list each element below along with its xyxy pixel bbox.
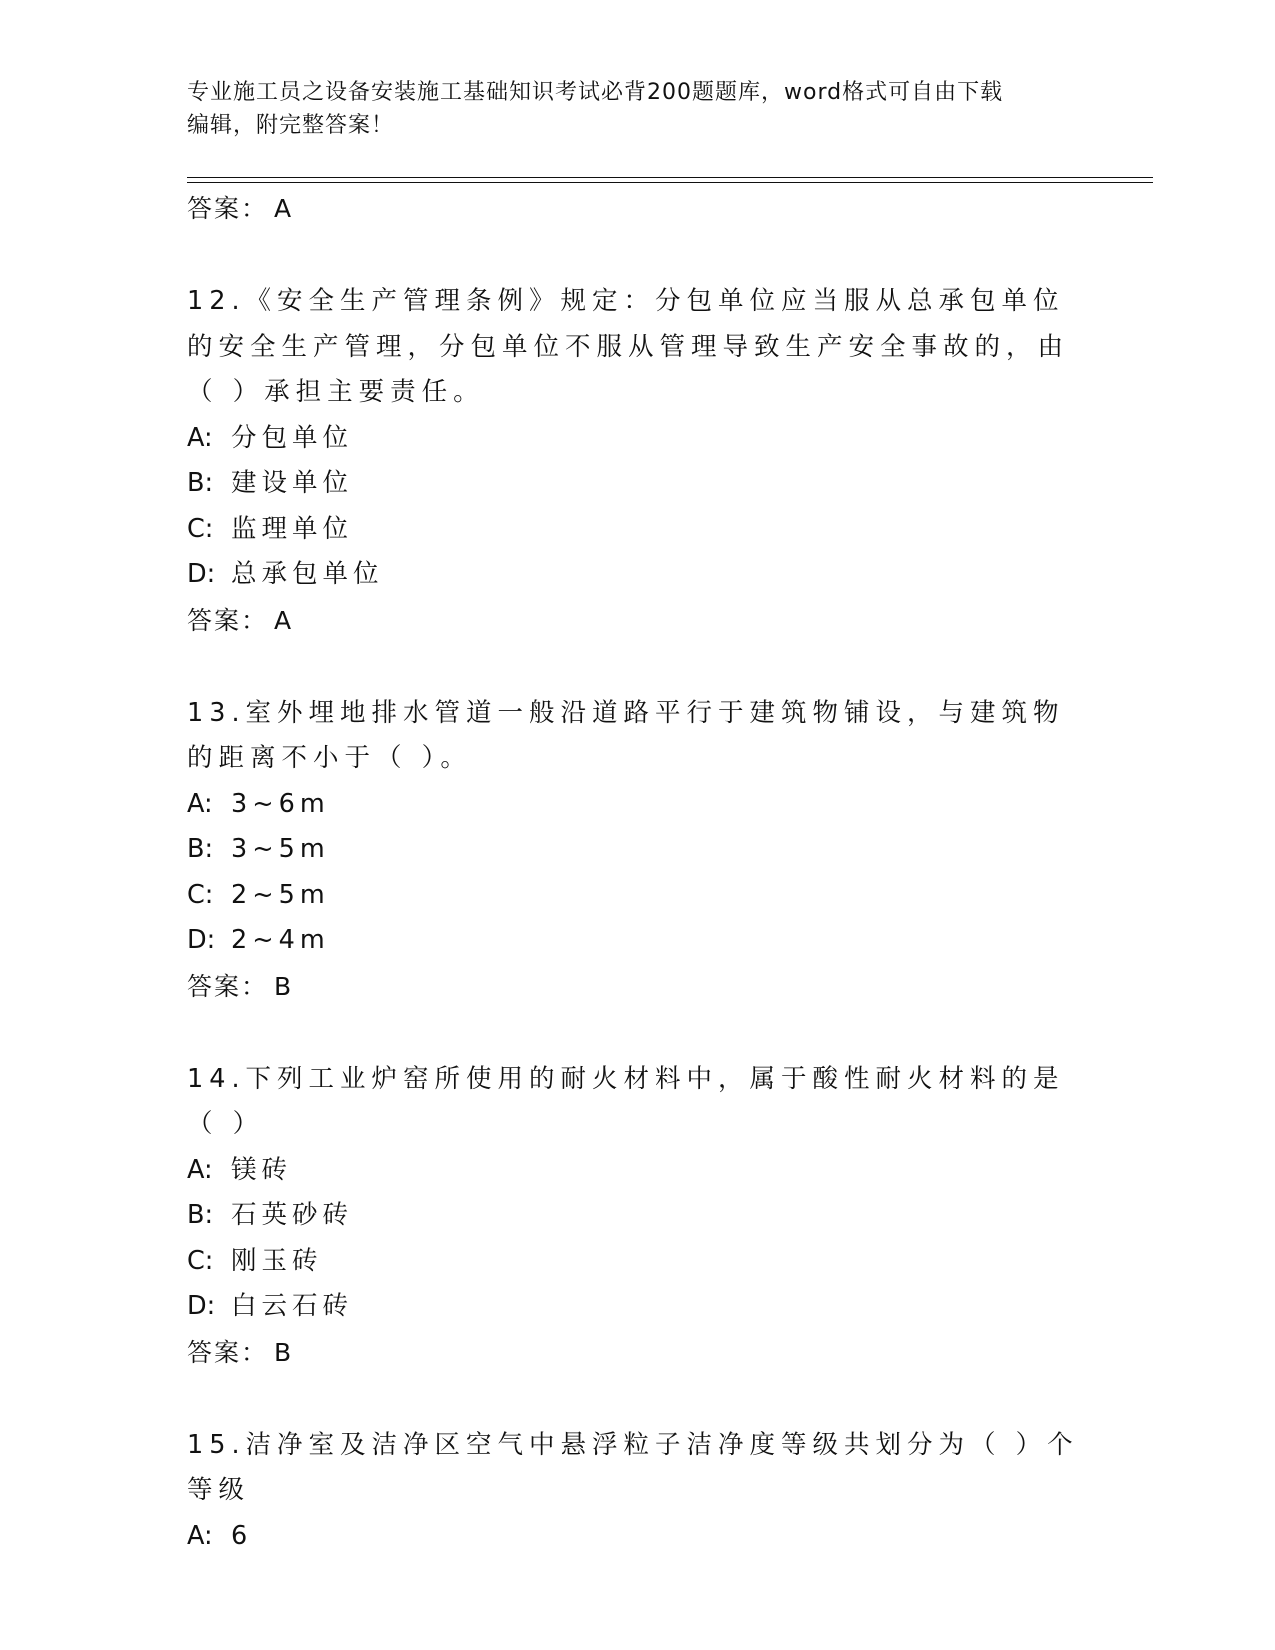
option-key: A: xyxy=(187,422,213,453)
answer-label: 答案： xyxy=(187,971,269,1001)
option-text: 2~4m xyxy=(231,925,330,955)
option-a xyxy=(187,782,1087,828)
header-line-2: 编辑，附完整答案！ xyxy=(187,113,395,138)
option-text: 监理单位 xyxy=(231,513,354,544)
answer-label: 答案： xyxy=(187,1337,269,1367)
question-stem: 15.洁净室及洁净区空气中悬浮粒子洁净度等级共划分为（ ）个等级 xyxy=(187,1429,1079,1505)
answer-line xyxy=(187,186,1087,232)
option-text: 3~6m xyxy=(231,788,330,819)
option-d xyxy=(187,1284,1087,1330)
option-b xyxy=(187,461,1087,507)
question-block xyxy=(187,691,1087,1010)
option-c xyxy=(187,1239,1087,1285)
option-key: D: xyxy=(187,925,216,955)
option-key: C: xyxy=(187,879,214,910)
header-rule-top xyxy=(187,177,1153,178)
answer-line xyxy=(187,964,1087,1010)
option-key: D: xyxy=(187,559,216,589)
option-text: 建设单位 xyxy=(231,468,354,498)
question-stem: 13.室外埋地排水管道一般沿道路平行于建筑物铺设，与建筑物的距离不小于（ ）。 xyxy=(187,697,1065,773)
option-d xyxy=(187,552,1087,598)
answer-label: 答案： xyxy=(187,605,269,635)
option-a xyxy=(187,1148,1087,1194)
option-key: B: xyxy=(187,834,214,864)
option-text: 石英砂砖 xyxy=(231,1200,354,1230)
answer-label: 答案： xyxy=(187,194,269,223)
option-a xyxy=(187,416,1087,462)
option-text: 镁砖 xyxy=(231,1154,293,1185)
answer-value: B xyxy=(274,1337,292,1367)
option-key: C: xyxy=(187,513,214,544)
option-text: 刚玉砖 xyxy=(231,1245,323,1276)
option-text: 6 xyxy=(231,1520,253,1551)
answer-value: A xyxy=(274,605,292,635)
header-line-1: 专业施工员之设备安装施工基础知识考试必背200题题库，word格式可自由下载 xyxy=(187,80,1004,105)
option-text: 2~5m xyxy=(231,879,330,910)
option-key: A: xyxy=(187,1520,213,1551)
option-text: 3~5m xyxy=(231,834,330,864)
question-block xyxy=(187,279,1087,644)
question-stem: 12.《安全生产管理条例》规定：分包单位应当服从总承包单位的安全生产管理，分包单位不服从管理导致生产安全事故的，由（ ）承担主要责任。 xyxy=(187,286,1070,407)
option-text: 白云石砖 xyxy=(231,1291,354,1321)
answer-value: B xyxy=(274,971,292,1001)
option-key: D: xyxy=(187,1291,216,1321)
option-text: 总承包单位 xyxy=(231,559,384,589)
document-header xyxy=(187,76,1067,142)
option-b xyxy=(187,827,1087,873)
option-key: B: xyxy=(187,468,214,498)
question-block xyxy=(187,1057,1087,1376)
option-key: A: xyxy=(187,788,213,819)
option-key: B: xyxy=(187,1200,214,1230)
option-a xyxy=(187,1514,1087,1560)
option-c xyxy=(187,507,1087,553)
question-stem: 14.下列工业炉窑所使用的耐火材料中，属于酸性耐火材料的是（ ） xyxy=(187,1063,1065,1139)
option-c xyxy=(187,873,1087,919)
option-b xyxy=(187,1193,1087,1239)
option-text: 分包单位 xyxy=(231,422,354,453)
question-list xyxy=(187,186,1087,1559)
answer-value: A xyxy=(274,194,292,223)
option-key: C: xyxy=(187,1245,214,1276)
option-key: A: xyxy=(187,1154,213,1185)
answer-line xyxy=(187,1330,1087,1376)
option-d xyxy=(187,918,1087,964)
answer-line xyxy=(187,598,1087,644)
header-rule-bottom xyxy=(187,182,1153,183)
question-block xyxy=(187,1423,1087,1560)
